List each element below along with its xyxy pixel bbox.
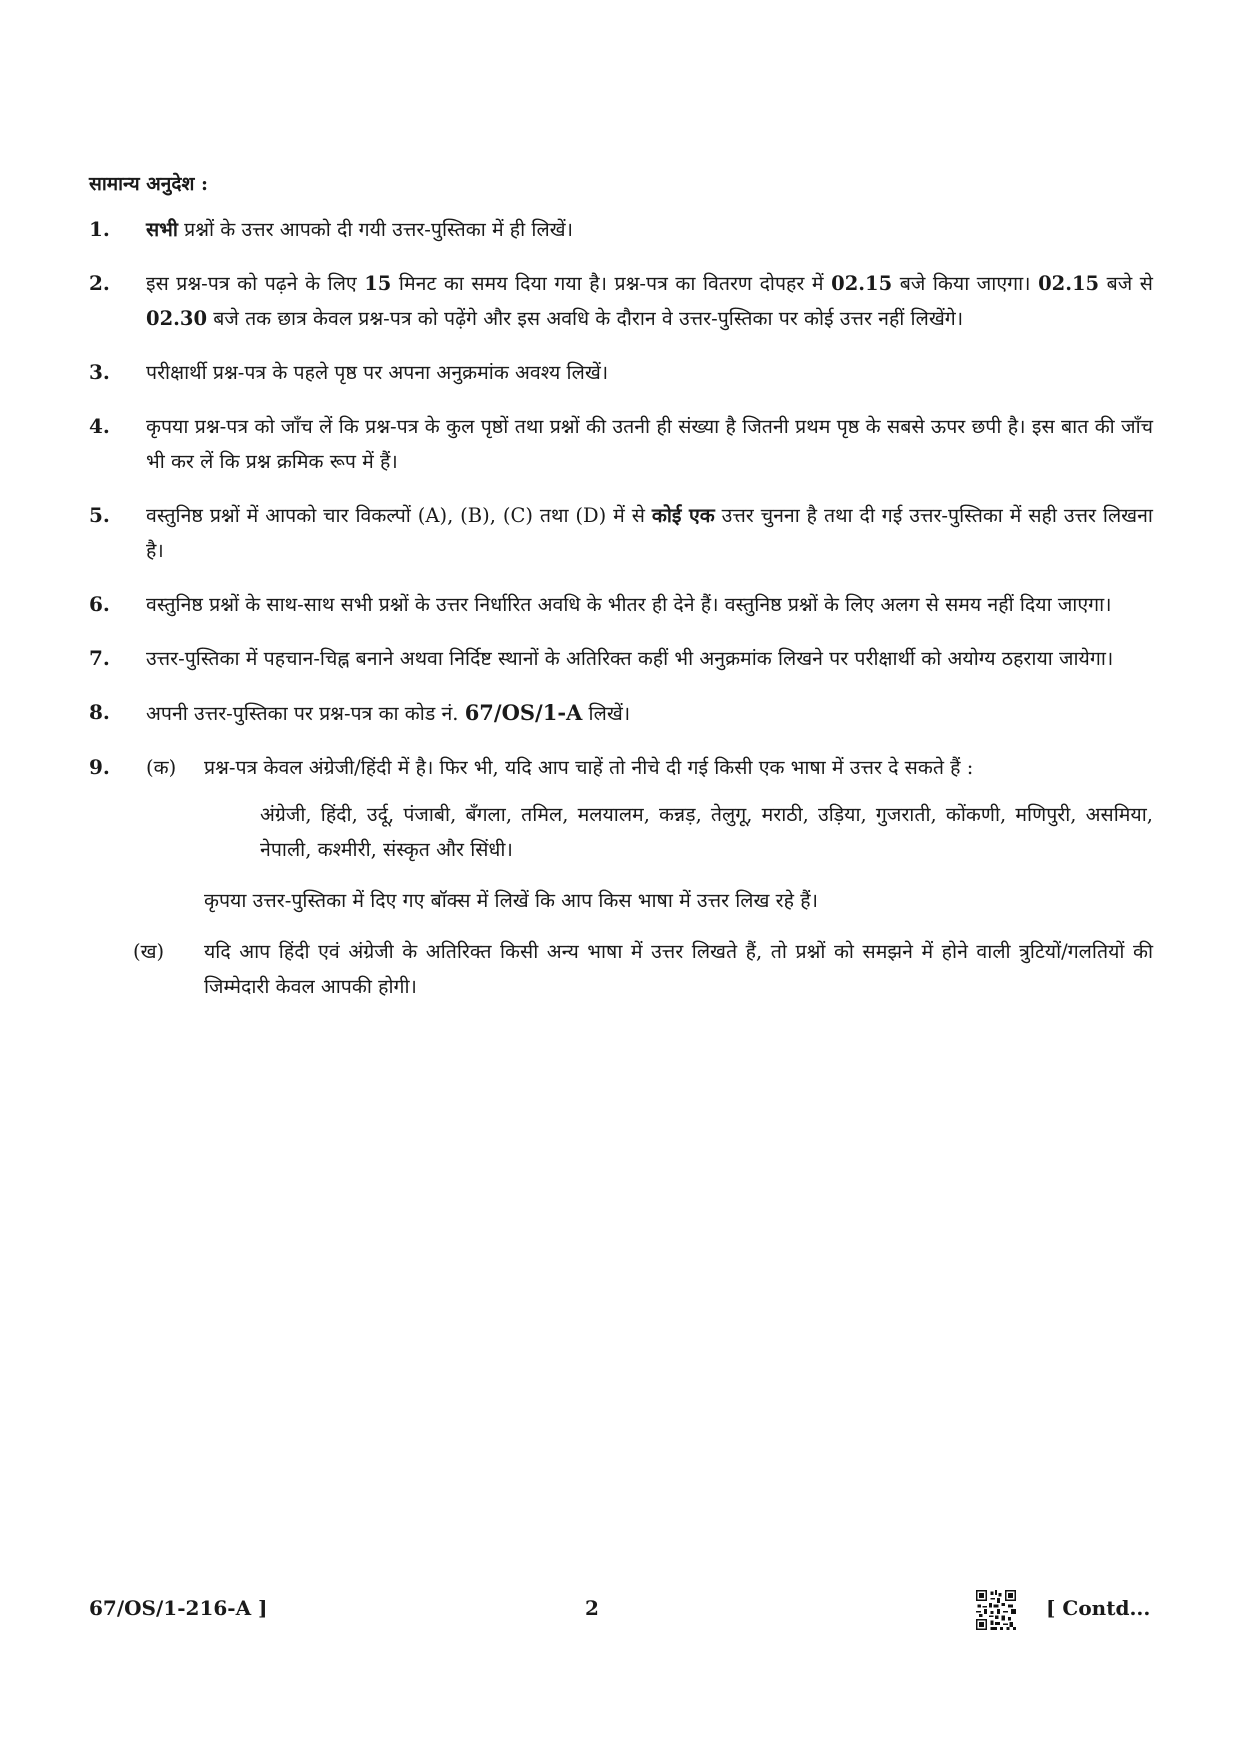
language-note: कृपया उत्तर-पुस्तिका में दिए गए बॉक्स में लिखें कि आप किस भाषा में उत्तर लिख रहे हैं। <box>204 889 818 912</box>
text-segment: अपनी उत्तर-पुस्तिका पर प्रश्न-पत्र का कोड नं. <box>146 702 465 725</box>
instructions-list <box>89 212 1153 1023</box>
bold-text: 02.30 <box>146 307 208 330</box>
instruction-item-2 <box>89 266 1153 336</box>
item-text: परीक्षार्थी प्रश्न-पत्र के पहले पृष्ठ पर अपना अनुक्रमांक अवश्य लिखें। <box>146 361 609 384</box>
paper-code-bold: 67/OS/1-A <box>464 700 583 725</box>
text-segment: इस प्रश्न-पत्र को पढ़ने के लिए <box>146 272 365 295</box>
instruction-item-1 <box>89 212 1153 247</box>
item-number: 7. <box>89 646 110 670</box>
language-list: अंग्रेजी, हिंदी, उर्दू, पंजाबी, बँगला, तमिल, मलयालम, कन्नड़, तेलुगू, मराठी, उड़िया, गुजराती, कोंकणी, मणिपुरी, असमिया, नेपाली, कश्मीरी, संस्कृत और सिंधी। <box>260 803 1153 861</box>
item-number: 8. <box>89 700 110 724</box>
instruction-item-7 <box>89 641 1153 676</box>
bold-text: सभी <box>146 218 178 241</box>
instruction-item-6 <box>89 587 1153 622</box>
sub-text: यदि आप हिंदी एवं अंग्रेजी के अतिरिक्त किसी अन्य भाषा में उत्तर लिखते हैं, तो प्रश्नों को समझने में होने वाली त्रुटियों/गलतियों की जिम्मेदारी केवल आपकी होगी। <box>204 940 1153 998</box>
item-number: 2. <box>89 271 110 295</box>
qr-code-icon <box>976 1590 1016 1630</box>
item-number: 6. <box>89 592 110 616</box>
text-segment: बजे तक छात्र केवल प्रश्न-पत्र को पढ़ेंगे और इस अवधि के दौरान वे उत्तर-पुस्तिका पर कोई उत्तर नहीं लिखेंगे। <box>207 307 964 330</box>
bold-text: 15 <box>364 272 392 295</box>
sub-text: प्रश्न-पत्र केवल अंग्रेजी/हिंदी में है। फिर भी, यदि आप चाहें तो नीचे दी गई किसी एक भाषा में उत्तर दे सकते हैं : <box>204 756 974 779</box>
item-text: वस्तुनिष्ठ प्रश्नों के साथ-साथ सभी प्रश्नों के उत्तर निर्धारित अवधि के भीतर ही देने हैं। वस्तुनिष्ठ प्रश्नों के लिए अलग से समय नहीं दिया जाएगा। <box>146 593 1112 616</box>
item-text: उत्तर-पुस्तिका में पहचान-चिह्न बनाने अथवा निर्दिष्ट स्थानों के अतिरिक्त कहीं भी अनुक्रमांक लिखने पर परीक्षार्थी को अयोग्य ठहराया जायेगा। <box>146 647 1114 670</box>
text-segment: बजे से <box>1099 272 1153 295</box>
item-text <box>146 695 1153 731</box>
item-text <box>146 266 1153 336</box>
text-segment: प्रश्नों के उत्तर आपको दी गयी उत्तर-पुस्तिका में ही लिखें। <box>177 218 574 241</box>
text-segment: बजे किया जाएगा। <box>892 272 1039 295</box>
sub-label: (क) <box>146 756 177 779</box>
item-text <box>146 212 1153 247</box>
item-number: 3. <box>89 360 110 384</box>
text-segment: मिनट का समय दिया गया है। प्रश्न-पत्र का वितरण दोपहर में <box>391 272 832 295</box>
instruction-item-4 <box>89 409 1153 479</box>
item-text: कृपया प्रश्न-पत्र को जाँच लें कि प्रश्न-पत्र के कुल पृष्ठों तथा प्रश्नों की उतनी ही संख्या है जितनी प्रथम पृष्ठ के सबसे ऊपर छपी है। इस बात की जाँच भी कर लें कि प्रश्न क्रमिक रूप में हैं। <box>146 415 1153 473</box>
bold-text: कोई एक <box>651 504 715 527</box>
text-segment: लिखें। <box>582 702 631 725</box>
instruction-item-8 <box>89 695 1153 731</box>
text-segment: उत्तर चुनना है तथा दी गई उत्तर-पुस्तिका में सही उत्तर लिखना है। <box>146 504 1153 562</box>
item-number: 4. <box>89 414 110 438</box>
bold-text: 02.15 <box>1038 272 1100 295</box>
item-text <box>133 750 1153 1004</box>
footer-continued: [ Contd... <box>1046 1596 1151 1620</box>
sub-item-a <box>146 750 1153 785</box>
item-number: 5. <box>89 503 110 527</box>
sub-label: (ख) <box>133 940 165 963</box>
item-number: 1. <box>89 217 110 241</box>
sub-item-b <box>133 934 1153 1004</box>
footer-paper-code: 67/OS/1-216-A ] <box>89 1596 268 1620</box>
instruction-item-3 <box>89 355 1153 390</box>
instruction-item-9 <box>89 750 1153 1004</box>
text-segment: वस्तुनिष्ठ प्रश्नों में आपको चार विकल्पों (A), (B), (C) तथा (D) में से <box>146 504 652 527</box>
item-number: 9. <box>89 755 110 779</box>
item-text <box>146 498 1153 568</box>
instructions-heading: सामान्य अनुदेश : <box>89 173 208 195</box>
bold-text: 02.15 <box>831 272 893 295</box>
instruction-item-5 <box>89 498 1153 568</box>
footer-page-number: 2 <box>585 1596 599 1620</box>
